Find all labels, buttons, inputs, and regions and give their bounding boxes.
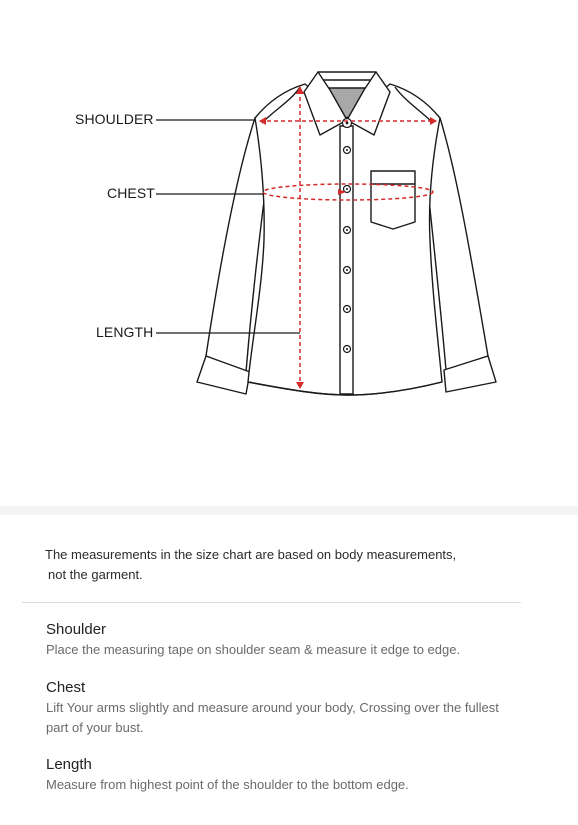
length-description: Measure from highest point of the shoulder to the bottom edge.	[46, 777, 409, 792]
shoulder-section	[46, 620, 516, 660]
chest-description: Lift Your arms slightly and measure around your body, Crossing over the fullest part of your bust.	[46, 700, 499, 735]
note-line-1: The measurements in the size chart are based on body measurements,	[45, 547, 457, 562]
shoulder-title: Shoulder	[46, 621, 107, 638]
measurement-note	[45, 545, 515, 585]
note-line-2: not the garment.	[48, 567, 143, 582]
chest-label: CHEST	[107, 185, 155, 201]
chest-title: Chest	[46, 679, 86, 696]
length-label: LENGTH	[96, 324, 154, 340]
length-title: Length	[46, 756, 92, 773]
chest-section	[46, 678, 516, 738]
divider-line	[22, 602, 521, 603]
section-divider	[0, 506, 578, 515]
shoulder-label: SHOULDER	[75, 111, 154, 127]
shoulder-description: Place the measuring tape on shoulder seam & measure it edge to edge.	[46, 642, 461, 657]
length-section	[46, 755, 516, 795]
